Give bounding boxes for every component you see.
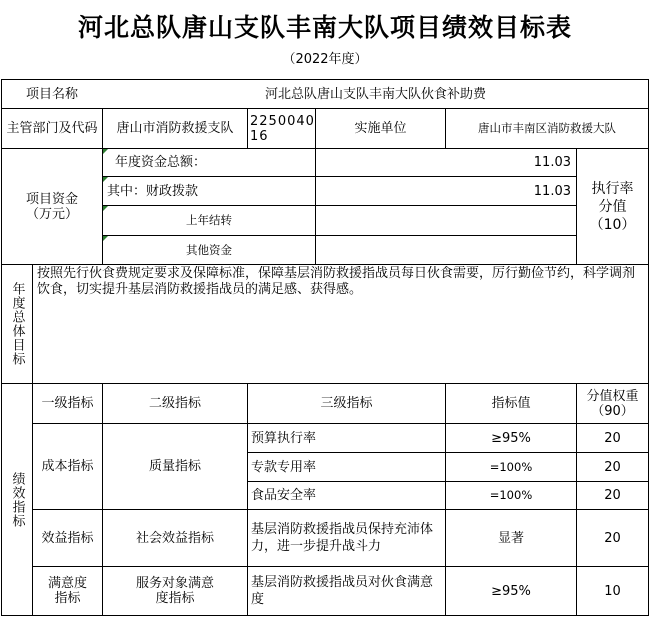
- fiscal-allocation-label: 其中：财政拨款: [107, 183, 199, 199]
- indicator-value-cell: =100%: [489, 488, 533, 502]
- level3-indicator-cell: 食品安全率: [251, 488, 317, 503]
- indicator-value-cell: =100%: [489, 459, 533, 474]
- fiscal-allocation-value: 11.03: [533, 183, 571, 199]
- level3-indicator-cell: 专款专用率: [251, 459, 317, 475]
- indicator-value-cell: ≥95%: [491, 430, 531, 446]
- annual-funds-value: 11.03: [533, 155, 571, 170]
- implementing-unit-label: 实施单位: [354, 121, 407, 136]
- weight-cell: 10: [604, 583, 621, 599]
- level1-indicator-header: 一级指标: [41, 396, 94, 411]
- project-name-value: 河北总队唐山支队丰南大队伙食补助费: [264, 86, 486, 102]
- annual-funds-label: 年度资金总额：: [115, 155, 207, 170]
- performance-indicators-label: 绩效指标: [9, 471, 25, 528]
- project-name-label: 项目名称: [25, 86, 78, 102]
- level3-indicator-cell: 基层消防救援指战员对伙食满意度: [251, 575, 434, 607]
- weight-cell: 20: [604, 459, 621, 475]
- weight-cell: 20: [604, 430, 621, 446]
- carryover-value: [316, 206, 576, 235]
- level1-indicator-cell: 满意度指标: [47, 576, 87, 606]
- level3-indicator-cell: 基层消防救援指战员保持充沛体力，进一步提升战斗力: [251, 522, 434, 554]
- weight-cell: 20: [604, 488, 621, 503]
- indicator-value-cell: ≥95%: [491, 583, 531, 599]
- other-funds-label: 其他资金: [186, 242, 232, 257]
- level1-indicator-cell: 成本指标: [41, 459, 94, 474]
- level2-indicator-cell: 社会效益指标: [135, 530, 214, 546]
- level2-indicator-header: 二级指标: [148, 396, 201, 411]
- department-label: 主管部门及代码: [6, 121, 98, 136]
- weight-cell: 20: [604, 530, 621, 546]
- level3-indicator-header: 三级指标: [320, 396, 373, 411]
- implementing-unit-value: 唐山市丰南区消防救援大队: [478, 121, 616, 135]
- annual-goal-text: 按照先行伙食费规定要求及保障标准，保障基层消防救援指战员每日伙食需要，厉行勤俭节约，科学调剂饮食，切实提升基层消防救援指战员的满足感、获得感。: [37, 266, 636, 297]
- other-funds-value: [316, 236, 576, 264]
- grid-line: [1, 264, 649, 265]
- grid-line: [648, 79, 649, 616]
- carryover-label: 上年结转: [186, 213, 232, 227]
- level1-indicator-cell: 效益指标: [41, 530, 94, 546]
- indicator-value-header: 指标值: [491, 396, 531, 411]
- indicator-value-cell: 显著: [497, 530, 524, 546]
- grid-line: [1, 615, 649, 616]
- department-code: 225004016: [250, 113, 315, 144]
- page-title: 河北总队唐山支队丰南大队项目绩效目标表: [77, 13, 572, 42]
- project-funds-label: 项目资金（万元）: [25, 191, 78, 222]
- page-subtitle: （2022年度）: [282, 52, 368, 67]
- execution-rate-score-label: 执行率分值（10）: [589, 180, 636, 233]
- department-value: 唐山市消防救援支队: [116, 121, 234, 136]
- annual-goal-label: 年度总体目标: [9, 282, 25, 366]
- level2-indicator-cell: 质量指标: [148, 459, 201, 474]
- level2-indicator-cell: 服务对象满意度指标: [135, 576, 214, 606]
- weight-header: 分值权重（90）: [586, 388, 639, 419]
- level3-indicator-cell: 预算执行率: [251, 430, 317, 446]
